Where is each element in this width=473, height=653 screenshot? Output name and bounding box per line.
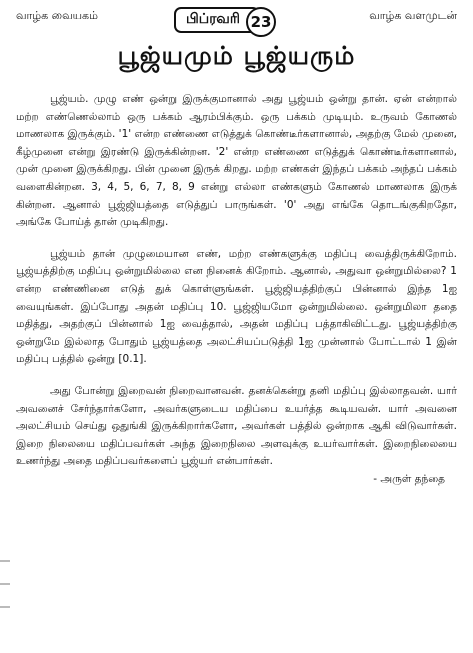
margin-mark: [0, 583, 10, 585]
paragraph-1: பூஜ்யம். முழு எண் ஒன்று இருக்குமானால் அது பூஜ்யம் ஒன்று தான். ஏன் என்றால் மற்ற எண்ணெல்லாம் ஒரு பக்கம் ஆரம்பிக்கும். ஒரு பக்கம் முடியும். உருவம் கோணல் மாணலாக இருக்கும். '1' என்ற எண்ணை எடுத்துக் கொண்டீர்களானால், அதற்கு மேல் முனை, கீழ்முனை என்று இரண்டு இருக்கின்றன. '2' என்ற எண்ணை எடுத்துக் கொண்டீர்களானால், முன் முனை இருக்கிறது. பின் முனை இருக் கிறது. மற்ற எண்கள் இந்தப் பக்கம் அந்தப் பக்கம் வளைகின்றன. 3, 4, 5, 6, 7, 8, 9 என்று எல்லா எண்களும் கோணல் மாணலாக இருக் கின்றன. ஆனால் பூஜ்ஜியத்தை எடுத்துப் பாருங்கள். '0' அது எங்கே தொடங்குகிறதோ, அங்கே போய்த் தான் முடிகிறது.: [16, 93, 457, 229]
paragraph-2: பூஜ்யம் தான் முழுமையான எண், மற்ற எண்களுக்கு மதிப்பு வைத்திருக்கிறோம். பூஜ்யத்திற்கு மதிப்பு ஒன்றுமில்லை என நினைக் கிறோம். ஆனால், அதுவா ஒன்றுமில்லை? 1 என்ற எண்ணினை எடுத் துக் கொள்ளுங்கள். பூஜ்ஜியத்திற்குப் பின்னால் இந்த 1ஐ வையுங்கள். இப்போது அதன் மதிப்பு 10. பூஜ்ஜியமோ ஒன்றுமில்லை. ஒன்றுமிலா ததை மதித்து, அதற்குப் பின்னால் 1ஐ வைத்தால், அதன் மதிப்பு பத்தாகிவிட்டது. பூஜ்யத்திற்கு ஒன்றுமே இல்லாத போதும் பூஜ்யத்தை அலட்சியப்படுத்தி 1ஐ முன்னால் போட்டால் 1 இன் மதிப்பு பத்தில் ஒன்று [0.1].: [16, 247, 457, 366]
header-right-motto: வாழ்க வளமுடன்: [369, 9, 457, 22]
date-badge: [174, 5, 272, 35]
header-left-motto: வாழ்க வையகம்: [16, 9, 98, 22]
page-title: பூஜ்யமும் பூஜ்யரும்: [117, 41, 356, 70]
month-text: பிப்ரவரி: [186, 11, 240, 27]
paragraph-3: அது போன்று இறைவன் நிறைவானவன். தனக்கென்று தனி மதிப்பு இல்லாதவன். யார் அவனைச் சேர்ந்தார்களோ, அவர்களுடைய மதிப்பை உயர்த்த கூடியவன். யார் அவனை அலட்சியம் செய்து ஒதுங்கி இருக்கிறார்களோ, அவர்கள் பத்தில் ஒன்றாக ஆகி விடுவார்கள். இறை நிலையை மதிப்பவர்கள் அந்த இறைநிலை அளவுக்கு உயர்வார்கள். இறைநிலையை உணர்ந்து அதை மதிப்பவர்களைப் பூஜ்யர் என்பார்கள்.: [16, 384, 457, 468]
margin-mark: [0, 560, 10, 562]
article-body: [16, 91, 457, 488]
margin-mark: [0, 606, 10, 608]
day-number: 23: [246, 7, 276, 37]
month-label: [174, 7, 272, 33]
signature: - அருள் தந்தை: [373, 472, 445, 485]
